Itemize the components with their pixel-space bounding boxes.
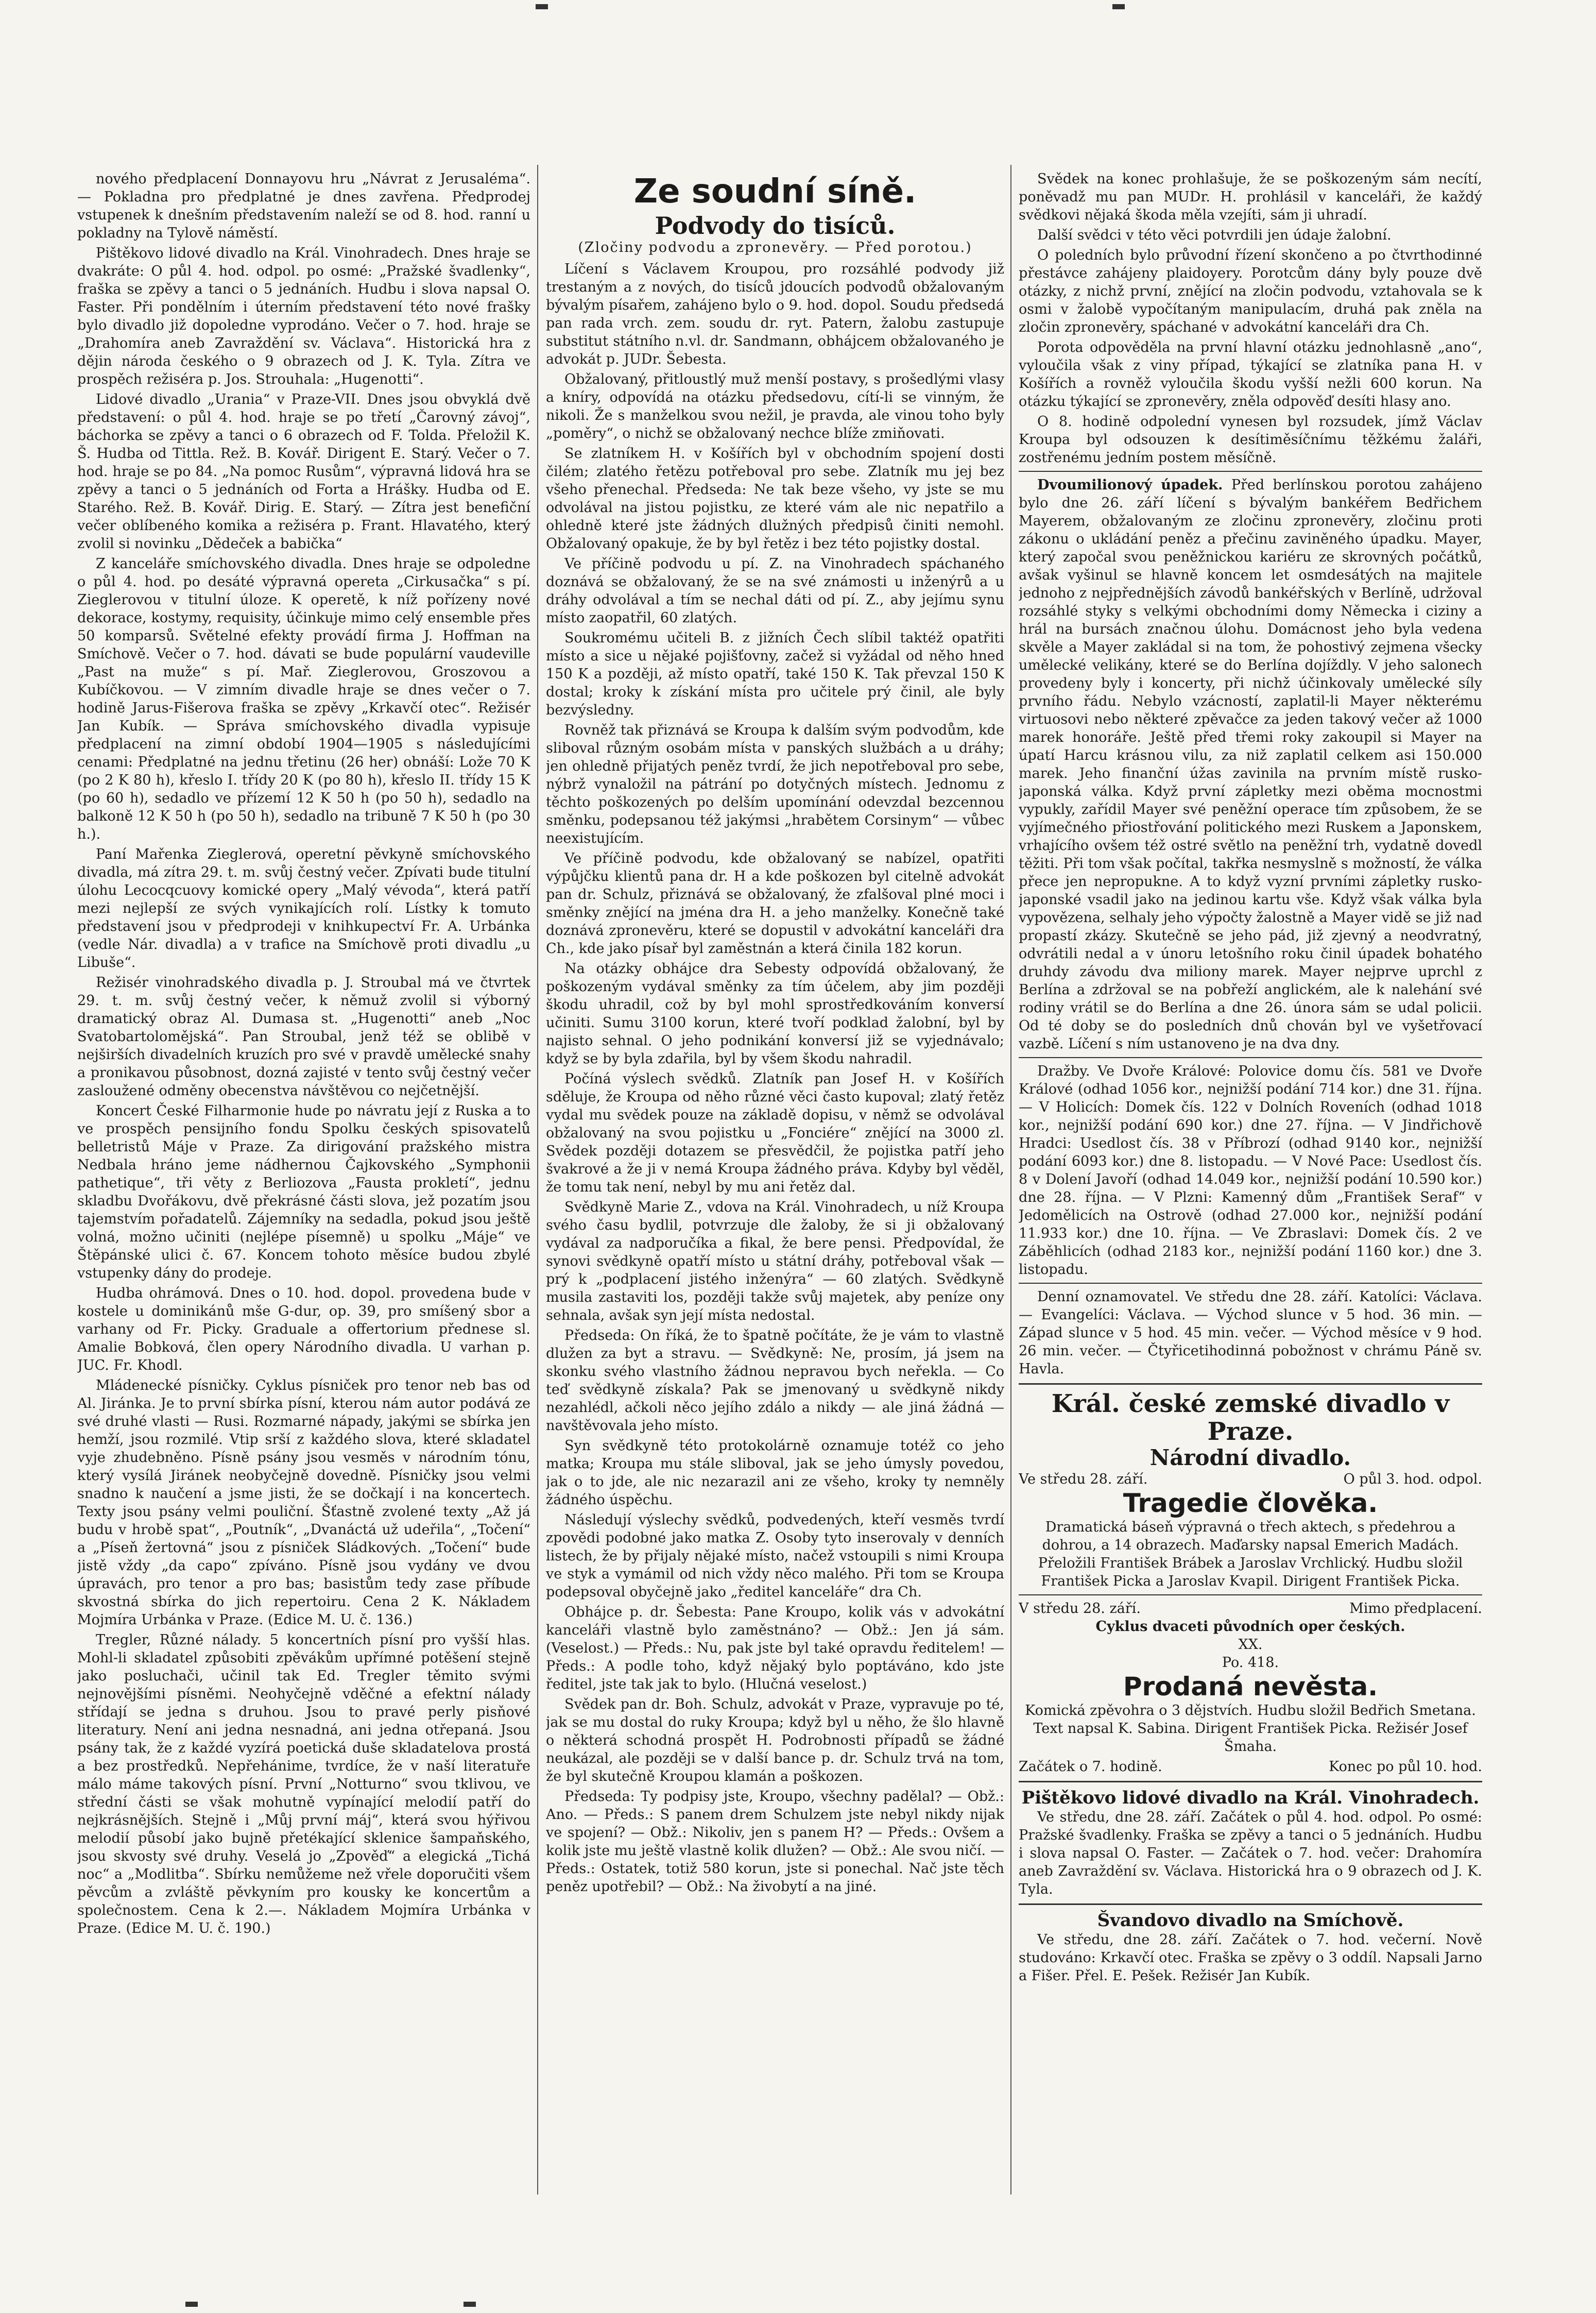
registration-mark	[464, 2302, 476, 2307]
show-time: O půl 3. hod. odpol.	[1343, 1471, 1482, 1487]
paragraph: Svědek na konec prohlašuje, že se poškozeným sám necítí, poněvadž mu pan MUDr. H. prohlásil v kanceláři, že každý svědkovi nějaká škoda měla vzejíti, sám ji uhradí.	[1019, 171, 1482, 223]
paragraph	[1019, 476, 1482, 1053]
performance-number: Po. 418.	[1222, 1655, 1279, 1671]
show-info-row	[1019, 1470, 1482, 1488]
column-middle	[546, 170, 1004, 2189]
paragraph: Předseda: On říká, že to špatně počítáte, že je vám to vlastně dlužen za byt a stravu. — Svědkyně: Ne, prosím, já jsem na skonku svého vlastního žádnou nepravou bych neřekla. — Co teď svědkyně získala? Pak se jmenovaný u svědkyně nikdy nezahlédl, ačkoli něco jejího zdálo a nikdy — ale jiná žádná — navštěvovala jeho místo.	[546, 1328, 1004, 1434]
column-left	[77, 170, 530, 2189]
paragraph: Paní Mařenka Zieglerová, operetní pěvkyně smíchovského divadla, má zítra 29. t. m. svůj čestný večer. Zpívati bude titulní úlohu Lecocqcuovy komické opery „Malý vévoda“, která patří mezi nejlepší ze svých vynikajících rolí. Lístky k tomuto představení jsou v předprodeji v knihkupectví Fr. A. Urbánka (vedle Nár. divadla) a v trafice na Smíchově proti divadlu „u Libuše“.	[77, 846, 530, 971]
paragraph: Rovněž tak přiznává se Kroupa k dalším svým podvodům, kde sliboval různým osobám místa v panských službách a u dráhy; jen ohledně přijatých peněz tvrdí, že jich nepotřeboval pro sebe, nýbrž vynaložil na pátrání po dotyčných místech. Jednomu z těchto poškozených po delším upomínání odevzdal bezcennou směnku, podepsanou též jakýmsi „hrabětem Corsinym“ — vůbec neexistujícím.	[546, 722, 1004, 846]
paragraph: Obžalovaný, přitloustlý muž menší postavy, s prošedlými vlasy a kníry, odpovídá na otázku předsedovu, cítí-li se vinným, že nikoli. Že s manželkou svou nežil, je pravda, ale vinou toho byly „poměry“, o nichž se obžalovaný nechce blíže zmiňovati.	[546, 371, 1004, 441]
column-right	[1019, 170, 1482, 2189]
paragraph: Předseda: Ty podpisy jste, Kroupo, všechny padělal? — Obž.: Ano. — Předs.: S panem drem Schulzem jste nebyl nikdy nijak ve spojení? — Obž.: Nikoliv, jen s panem H? — Předs.: Ovšem a kolik jste mu ještě vlastně kolik dlužen? — Obž.: Ale svou ničí. — Předs.: Ostatek, totiž 580 korun, jste si ponechal. Nač jste těch peněz upotřebil? — Obž.: Na živobytí a na jiné.	[546, 1789, 1004, 1895]
show-info-row	[1019, 1600, 1482, 1618]
show-info-row	[1019, 1758, 1482, 1776]
paragraph: Následují výslechy svědků, podvedených, kteří vesměs tvrdí zpovědi podobné jako matka Z. Osoby tyto inserovaly v denních listech, že by přijaly nějaké místo, načež vstoupili s nimi Kroupa ve styk a vymámil od nich vždy něco malého. Při tom se Kroupa podepsoval obyčejně jako „ředitel kanceláře“ dra Ch.	[546, 1512, 1004, 1600]
paragraph: Obhájce p. dr. Šebesta: Pane Kroupo, kolik vás v advokátní kanceláři vlastně bylo zaměstnáno? — Obž.: Jen já sám. (Veselost.) — Předs.: Nu, pak jste byl také opravdu ředitelem! — Předs.: A podle toho, když nějaký bylo poptáváno, kdo jste ředitel, jste tak jak to bylo. (Hlučná veselost.)	[546, 1604, 1004, 1692]
paragraph: Se zlatníkem H. v Košířích byl v obchodním spojení dosti čilém; zlatého řetězu potřeboval pro sebe. Zlatník mu jej bez všeho přenechal. Předseda: Ne tak beze všeho, vy jste se mu odvolával na jistou pojistku, ze které vám ale nic nepatřilo a ohledně které jste žádných dlužných předpisů činiti nemohl. Obžalovaný opakuje, že by byl řetěz i bez této pojistky dostal.	[546, 446, 1004, 552]
registration-mark	[536, 4, 548, 9]
paragraph: Dražby. Ve Dvoře Králové: Polovice domu čís. 581 ve Dvoře Králové (odhad 1056 kor., nejnižší podání 714 kor.) dne 31. října. — V Holicích: Domek čís. 122 v Dolních Roveních (odhad 1018 kor., nejnižší podání 690 kor.) dne 27. října. — V Jindřichově Hradci: Usedlost čís. 38 v Příbrozí (odhad 9140 kor., nejnižší podání 6093 kor.) dne 8. listopadu. — V Nové Pace: Usedlost čís. 8 v Dolení Javoří (odhad 14.049 kor., nejnižší podání 10.590 kor.) dne 28. října. — V Plzni: Kamenný dům „František Seraf“ v Jedomělicích na Ostrově (odhad 27.000 kor., nejnižší podání 11.933 kor.) dne 10. října. — Ve Zbraslavi: Domek čís. 2 ve Záběhlicích (odhad 2183 kor., nejnižší podání 1160 kor.) dne 3. listopadu.	[1019, 1063, 1482, 1278]
show-extra: Mimo předplacení.	[1349, 1601, 1482, 1617]
show-date: Ve středu 28. září.	[1019, 1471, 1148, 1487]
theatre-subheading: Národní divadlo.	[1149, 1445, 1351, 1470]
paragraph: Líčení s Václavem Kroupou, pro rozsáhlé podvody již trestaným a z nových, do tisíců jdoucích podvodů obžalovaným bývalým písařem, zahájeno bylo o 9. hod. dopol. Soudu předsedá pan rada vrch. zem. soudu dr. ryt. Patern, žalobu zastupuje substitut státního n.vl. dr. Sandmann, obhájcem obžalovaného je advokát p. JUDr. Šebesta.	[546, 261, 1004, 367]
paragraph: Ve středu, dne 28. září. Začátek o půl 4. hod. odpol. Po osmé: Pražské švadlenky. Fraška se zpěvy a tanci o 5 jednáních. Hudbu i slova napsal O. Faster. — Začátek o 7. hod. večer: Drahomíra aneb Zavraždění sv. Václava. Historická hra o 9 obrazech od J. K. Tyla.	[1019, 1809, 1482, 1897]
section-title: Ze soudní síně.	[633, 173, 917, 211]
article-subtitle: (Zločiny podvodu a zpronevěry. — Před porotou.)	[578, 240, 972, 256]
paragraph: Ve příčině podvodu u pí. Z. na Vinohradech spáchaného doznává se obžalovaný, že se na své známosti u inženýrů a u dráhy odvolával a tím se nechal dáti od pí. Z., aby jejímu synu místo zaopatřil, 60 zlatých.	[546, 556, 1004, 626]
paragraph: Tregler, Různé nálady. 5 koncertních písní pro vyšší hlas. Mohl-li skladatel způsobiti zpěvákům upřímné potěšení stejně jako posluchači, učinil tak Ed. Tregler těmito svými nejnovějšími písněmi. Neohyčejně vděčné a efektní nálady střídají se jedna s druhou. Jsou to pravé perly pisňové literatury. Není ani jedna nesnadná, ani jedna otřepaná. Jsou psány tak, že z každé vyzírá poetická duše skladatelova prostá a bez prostředků. Nepřehánime, tvrdíce, že v naší literatuře málo máme takových písní. První „Notturno“ svou tklivou, ve střední části se však mohutně vypínající melodií patří do nejkrásnějších. Stejně i „Můj první máj“, která svou hýřivou melodií působí jako bujně přetékající sklenice šampaňského, jsou skvosty své druhy. Veselá jo „Zpověď“ a elegická „Tichá noc“ a „Modlitba“. Sbírku nemůžeme než vřele doporučiti všem pěvcům a zvláště pěvkyním pro kousky ke koncertům a společnostem. Cena k 2.—. Nákladem Mojmíra Urbánka v Praze. (Edice M. U. č. 190.)	[77, 1632, 530, 1936]
divider	[1019, 1594, 1482, 1595]
paragraph: Režisér vinohradského divadla p. J. Stroubal má ve čtvrtek 29. t. m. svůj čestný večer, k němuž zvolil si výborný dramatický obraz Al. Dumasa st. „Hugenotti“ aneb „Noc Svatobartolomějská“. Pan Stroubal, jenž též se oblibě v nejširších divadelních kruzích pro své v pravdě umělecké snahy a pronikavou působnost, dozná zajisté v tento svůj čestný večer zasloužené odměny obecenstva návštěvou co nejčetnější.	[77, 975, 530, 1099]
paragraph: O poledních bylo průvodní řízení skončeno a po čtvrthodinné přestávce zahájeny plaidoyery. Porotcům dány byly pouze dvě otázky, z nichž první, znějící na zločin podvodu, vztahovala se k osmi v žalobě vypočítaným manipulacím, druhá pak zněla na zločin zpronevěry, spáchané v advokátní kanceláři dra Ch.	[1019, 247, 1482, 335]
divider	[1019, 1283, 1482, 1284]
paragraph: Na otázky obhájce dra Sebesty odpovídá obžalovaný, že poškozeným vydával směnky za tím účelem, aby jim později škodu uhradil, což by byl mohl sprostředkováním konversí učiniti. Sumu 3100 korun, které tvoří podklad žalobní, byl by najisto sehnal. O jeho podnikání konversí již se vyjednávalo; když se by byla zdařila, byl by všem škodu nahradil.	[546, 961, 1004, 1067]
paragraph: O 8. hodině odpolední vynesen byl rozsudek, jímž Václav Kroupa byl odsouzen k desítiměsíčnímu těžkému žaláři, zostřenému jedním postem měsíčně.	[1019, 414, 1482, 466]
paragraph: Koncert České Filharmonie hude po návratu její z Ruska a to ve prospěch pensijního fondu Spolku českých spisovatelů belletristů Máje v Praze. Za dirigování pražského mistra Nedbala hráno jeme nádhernou Čajkovského „Symphonii pathetique“, tři věty z Berliozova „Fausta prokletí“, jednu skladbu Dvořákovu, dvě překrásné části slova, jež pozatím jsou tajemstvím pořadatelů. Zájemníky na sedadla, pokud jsou ještě volná, možno učiniti (nejlépe písemně) u spolku „Máje“ ve Štěpánské ulici č. 67. Koncem tohoto měsíce budou zbylé vstupenky dány do prodeje.	[77, 1103, 530, 1281]
paragraph: nového předplacení Donnayovu hru „Návrat z Jerusaléma“. — Pokladna pro předplatné je dnes zavřena. Předprodej vstupenek k dnešním představením naleží se od 8. hod. ranní u pokladny na Tylově náměstí.	[77, 171, 530, 241]
paragraph: Z kanceláře smíchovského divadla. Dnes hraje se odpoledne o půl 4. hod. po desáté výpravná opereta „Cirkusačka“ s pí. Zieglerovou v titulní úloze. K operetě, k níž pořízeny nové dekorace, kostymy, requisity, účinkuje mimo celý ensemble přes 50 komparsů. Světelné efekty provádí firma J. Hoffman na Smíchově. Večer o 7. hod. dávati se bude populární vaudeville „Past na muže“ s pí. Mař. Zieglerovou, Groszovou a Kubíčkovou. — V zimním divadle hraje se dnes večer o 7. hodině Jarus-Fišerova fraška se zpěvy „Krkavčí otec“. Režisér Jan Kubík. — Správa smíchovského divadla vypisuje předplacení na zimní období 1904—1905 s následujícími cenami: Předplatné na jednu třetinu (26 her) obnáší: Lože 70 K (po 2 K 80 h), křeslo I. třídy 20 K (po 80 h), křeslo II. třídy 15 K (po 60 h), sedadlo ve přízemí 12 K 50 h (po 50 h), sedadlo na balkoně 12 K 50 h (po 50 h), sedadlo na tribuně 7 K 50 h (po 30 h.).	[77, 556, 530, 842]
paragraph: Další svědci v této věci potvrdili jen údaje žalobní.	[1037, 227, 1392, 243]
show-date: V středu 28. září.	[1019, 1601, 1141, 1617]
theatre-heading: Král. české zemské divadlo v Praze.	[1051, 1389, 1450, 1446]
paragraph: Lidové divadlo „Urania“ v Praze-VII. Dnes jsou obvyklá dvě představení: o půl 4. hod. hraje se po třetí „Čarovný závoj“, báchorka se zpěvy a tanci o 6 obrazech od F. Tolda. Přeložil K. Š. Hudba od Tittla. Rež. B. Kovář. Dirigent E. Starý. Večer o 7. hod. hraje se po 84. „Na pomoc Rusům“, výpravná lidová hra se zpěvy a tanci o 5 jednáních od Forta a Hrášky. Hudba od E. Starého. Rež. B. Kovář. Dirig. E. Starý. — Zítra jest benefiční večer oblíbeného komika a režiséra p. Frant. Hlavatého, který zvolil si novinku „Dědeček a babička“	[77, 392, 530, 552]
registration-mark	[1112, 4, 1125, 9]
paragraph: Svědek pan dr. Boh. Schulz, advokát v Praze, vypravuje po té, jak se mu dostal do ruky Kroupa; když byl u něho, že šlo hlavně o některá schodná prospět H. Podrobnosti případů se žádné neukázal, ale později se v další bance p. dr. Schulz trvá na tom, že byl skutečně Kroupou klamán a poškozen.	[546, 1696, 1004, 1784]
article-title: Podvody do tisíců.	[655, 212, 896, 240]
end-time: Konec po půl 10. hod.	[1329, 1759, 1482, 1775]
paragraph: Syn svědkyně této protokolárně oznamuje totéž co jeho matka; Kroupa mu stále sliboval, jak se jeho úmysly povedou, jak o to jde, ale nic nezarazil ani ze všeho, kroky ty nemněly žádného úspěchu.	[546, 1438, 1004, 1508]
divider	[1019, 471, 1482, 472]
article-text: Před berlínskou porotou zahájeno bylo dne 26. září líčení s bývalým bankéřem Bedřichem Mayerem, obžalovaným ze zločinu zpronevěry, zločinu proti zákonu o ukládání peněz a přečinu zaviněného úpadku. Mayer, který započal svou peněžnickou kariéru ze skrovných počátků, avšak vyšinul se hlavně koncem let osmdesátých na majitele jednoho z nejpřednějších závodů bankéřských v Berlíně, udržoval rozsáhlé styky s velkými obchodními domy Německa i ciziny a hrál na bursách značnou úlohu. Domácnost jeho byla vedena skvěle a Mayer zakládal si na tom, že pohostivý zejmena všecky umělecké velikány, které se do Berlína dojíždly. V jeho salonech provedeny byly i koncerty, při nichž účinkovaly umělecké síly prvního řádu. Nebylo vzácností, zaplatil-li Mayer některému virtuosovi nebo některé zpěvačce za jeden takový večer až 1000 marek honoráře. Ještě před třemi roky zakoupil si Mayer na úpatí Harcu krásnou vilu, za niž zaplatil celkem asi 150.000 marek. Jeho finanční úžas zavinila na prvním místě rusko-japonská válka. Když první zápletky mezi oběma mocnostmi vypukly, zařídil Mayer své peněžní operace tím způsobem, že se vyjímečného přiostřování politického mezi Ruskem a Japonskem, vrhajícího ovšem též ostré světlo na peněžní trh, vydatně dovedl těžiti. Při tom však počítal, takřka nesmyslně s možností, že válka přece jen nepropukne. A to když vyzní prvními zápletky rusko-japonské vsadil jako na jedinou kartu vše. Když však válka byla vypovězena, selhaly jeho výpočty žalostně a Mayer vidě se již nad propastí zkázy. Skutečně se jeho pád, již zjevný a neodvratný, odvrátili nedal a v únoru letošního roku činil úpadek bohatého druhdy závodu dva miliony marek. Mayer nejprve uprchl z Berlína a zdržoval se na pobřeží anglickém, ale k nalehání své rodiny vrátil se do Berlína a dne 26. února sám se udal policii. Od té doby se do posledních dnů chován byl ve vyšetřovací vazbě. Líčení s ním ustanoveno je na dva dny.	[1019, 477, 1482, 1052]
paragraph: Pištěkovo lidové divadlo na Král. Vinohradech. Dnes hraje se dvakráte: O půl 4. hod. odpol. po osmé: „Pražské švadlenky“, fraška se zpěvy a tanci o 5 jednáních. Hudbu i slova napsal O. Faster. Při pondělním i úterním představení této nové frašky bylo divadlo již dopoledne vyprodáno. Večer o 7. hod. hraje se „Drahomíra aneb Zavraždění sv. Václava“. Historická hra z dějin národa českého o 9 obrazech od J. K. Tyla. Zítra ve prospěch režiséra p. Jos. Strouhala: „Hugenotti“.	[77, 245, 530, 387]
divider	[1019, 1781, 1482, 1782]
theatre-heading: Pištěkovo lidové divadlo na Král. Vinohradech.	[1021, 1788, 1480, 1808]
paragraph: Soukromému učiteli B. z jižních Čech slíbil taktéž opatřiti místo a sice u nějaké pojišťovny, začež si vyžádal od něho hned 150 K a později, až místo opatří, také 150 K. Tak převzal 150 K dostal; kroky k získání místa pro učitele prý činil, ale byly bezvýsledny.	[546, 630, 1004, 718]
paragraph: Hudba ohrámová. Dnes o 10. hod. dopol. provedena bude v kostele u dominikánů mše G-dur, op. 39, pro smíšený sbor a varhany od Fr. Picky. Graduale a offertorium přednese sl. Amalie Bobková, člen opery Národního divadla. U varhan p. JUC. Fr. Khodl.	[77, 1285, 530, 1373]
divider	[1019, 1057, 1482, 1058]
paragraph: Mládenecké písničky. Cyklus písniček pro tenor neb bas od Al. Jiránka. Je to první sbírka písní, kterou nám autor podává ze své druhé vlasti — Rusi. Rozmarné nápady, jakými se sbírka jen hemží, jsou rozmilé. Vtip srší z každého slova, které skladatel vyje zhudebněno. Písně psány jsou vesměs v národním tónu, který vysílá Jiránek neobyčejně dovedně. Písničky jsou velmi snadno k naučení a jsme jisti, že se dočkají i na koncertech. Texty jsou psány velmi pouliční. Šťastně zvolené texty „Až já budu v hrobě spat“, „Poutník“, „Dvanáctá už udeřila“, „Točení“ a „Píseň žertovná“ jsou z písniček Sládkových. „Točení“ bude jistě vždy „da capo“ zpíváno. Písně jsou vydány ve dvou úpravách, pro tenor a pro bas; basistům tedy zase příbude skvostná sbírka do jich repertoiru. Cena 2 K. Nákladem Mojmíra Urbánka v Praze. (Edice M. U. č. 136.)	[77, 1377, 530, 1628]
play-description: Dramatická báseň výpravná o třech aktech, s předehrou a dohrou, a 14 obrazech. Maďarsky napsal Emerich Madách. Přeložili František Brábek a Jaroslav Vrchlický. Hudbu složil František Picka a Jaroslav Kvapil. Dirigent František Picka.	[1038, 1519, 1463, 1589]
theatre-heading: Švandovo divadlo na Smíchově.	[1097, 1910, 1404, 1931]
article-heading: Dvoumilionový úpadek.	[1037, 477, 1223, 493]
paragraph: Denní oznamovatel. Ve středu dne 28. září. Katolíci: Václava. — Evangelíci: Václava. — Východ slunce v 5 hod. 36 min. — Západ slunce v 5 hod. 45 min. večer. — Východ měsíce v 9 hod. 26 min. večer. — Čtyřicetihodinná pobožnost v chrámu Páně sv. Havla.	[1019, 1289, 1482, 1377]
paragraph: Svědkyně Marie Z., vdova na Král. Vinohradech, u níž Kroupa svého času bydlil, potvrzuje dle žaloby, že si ji obžalovaný vydával za nadporučíka a fikal, že bere pensi. Předpovídal, že synovi svědkyně opatří místo u státní dráhy, potřeboval však — prý k „podplacení jistého inženýra“ — 60 zlatých. Svědkyně musila zastaviti los, později takže svůj majetek, aby peníze ony sehnala, avšak syn její místa nedostal.	[546, 1199, 1004, 1323]
cycle-name: Cyklus dvaceti původních oper českých.	[1095, 1619, 1405, 1635]
play-title: Tragedie člověka.	[1123, 1488, 1378, 1518]
paragraph: Počíná výslech svědků. Zlatník pan Josef H. v Košířích sděluje, že Kroupa od něho různé věci často kupoval; zlatý řetěz vydal mu svědek pouze na základě dopisu, v němž se odvolával obžalovaný na svou pojistku u „Fonciére“ znějící na 3000 zl. Svědek později dotazem se přesvědčil, že pojistka patří jeho švakrové a že ji v nemá Kroupa žádného práva. Kdyby byl věděl, že tomu tak není, nebyl by mu ani řetěz dal.	[546, 1071, 1004, 1195]
column-divider-right	[1010, 165, 1011, 2195]
paragraph: Ve středu, dne 28. září. Začátek o 7. hod. večerní. Nově studováno: Krkavčí otec. Fraška se zpěvy o 3 oddíl. Napsali Jarno a Fišer. Přel. E. Pešek. Režisér Jan Kubík.	[1019, 1932, 1482, 1984]
cycle-number: XX.	[1238, 1637, 1263, 1653]
play-description: Komická zpěvohra o 3 dějstvích. Hudbu složil Bedřich Smetana. Text napsal K. Sabina. Dirigent František Picka. Režisér Josef Šmaha.	[1025, 1703, 1476, 1755]
start-time: Začátek o 7. hodině.	[1019, 1759, 1162, 1775]
divider	[1019, 1903, 1482, 1905]
registration-mark	[185, 2302, 198, 2307]
paragraph: Ve příčině podvodu, kde obžalovaný se nabízel, opatřiti výpůjčku klientů pana dr. H a kde poškozen byl citelně advokát pan dr. Schulz, přiznává se obžalovaný, že zfalšoval plné moci i směnky znějící na jména dra H. a jeho manželky. Konečně také doznává zpronevěru, které se dopustil v advokátní kanceláři dra Ch., kde jako písař byl zaměstnán a která činila 182 korun.	[546, 851, 1004, 957]
play-title: Prodaná nevěsta.	[1123, 1672, 1378, 1702]
column-divider-left	[537, 165, 538, 2195]
paragraph: Porota odpověděla na první hlavní otázku jednohlasně „ano“, vyloučila však z viny případ, týkající se zlatníka pana H. v Košířích a rovněž vyloučila škodu vyšší nežli 600 korun. Na otázku týkající se zpronevěry, zněla odpověď desíti hlasy ano.	[1019, 339, 1482, 410]
divider	[1019, 1383, 1482, 1385]
